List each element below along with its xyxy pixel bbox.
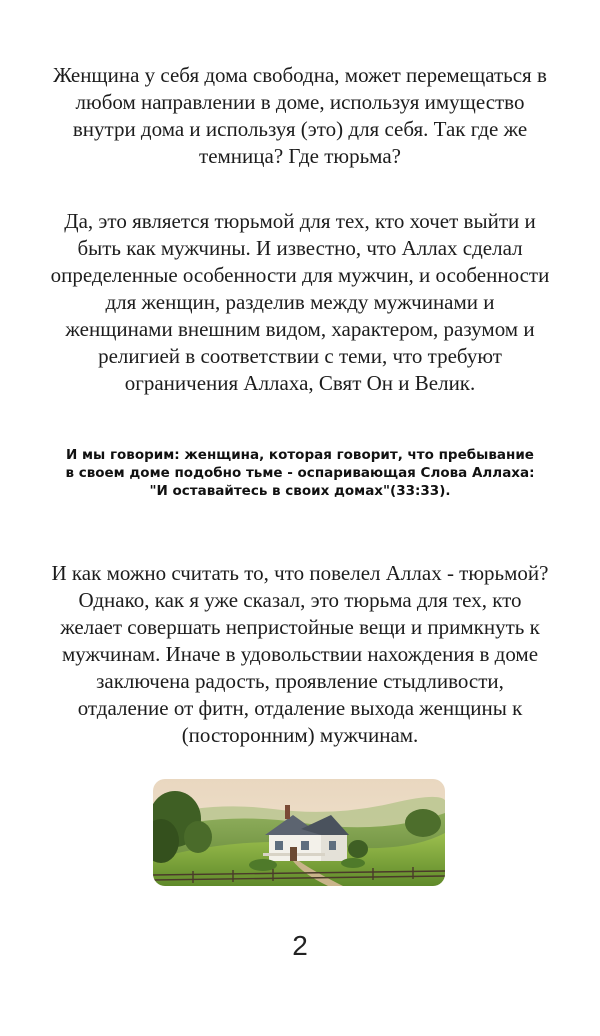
countryside-house-image — [153, 779, 445, 886]
page-number: 2 — [292, 930, 308, 961]
paragraph-2: Да, это является тюрьмой для тех, кто хочет выйти и быть как мужчины. И известно, что Аллах сделал определенные особенности для мужчин, и особенности для женщин, разделив между мужчинами и женщинами внешним видом, характером, разумом и религией в соответствии с теми, что требуют ограничения Аллаха, Свят Он и Велик. — [50, 209, 550, 395]
quote-bold: И мы говорим: женщина, которая говорит, что пребывание в своем доме подобно тьме - оспаривающая Слова Аллаха: "И оставайтесь в своих домах"(33:33). — [65, 447, 535, 499]
paragraph-1: Женщина у себя дома свободна, может перемещаться в любом направлении в доме, используя имущество внутри дома и используя (это) для себя. Так где же темница? Где тюрьма? — [53, 63, 547, 168]
house-landscape-illustration — [153, 779, 445, 886]
paragraph-3: И как можно считать то, что повелел Аллах - тюрьмой? Однако, как я уже сказал, это тюрьма для тех, кто желает совершать непристойные вещи и примкнуть к мужчинам. Иначе в удовольствии нахождения в доме заключена радость, проявление стыдливости, отдаление от фитн, отдаление выхода женщины к (посторонним) мужчинам. — [51, 561, 549, 747]
